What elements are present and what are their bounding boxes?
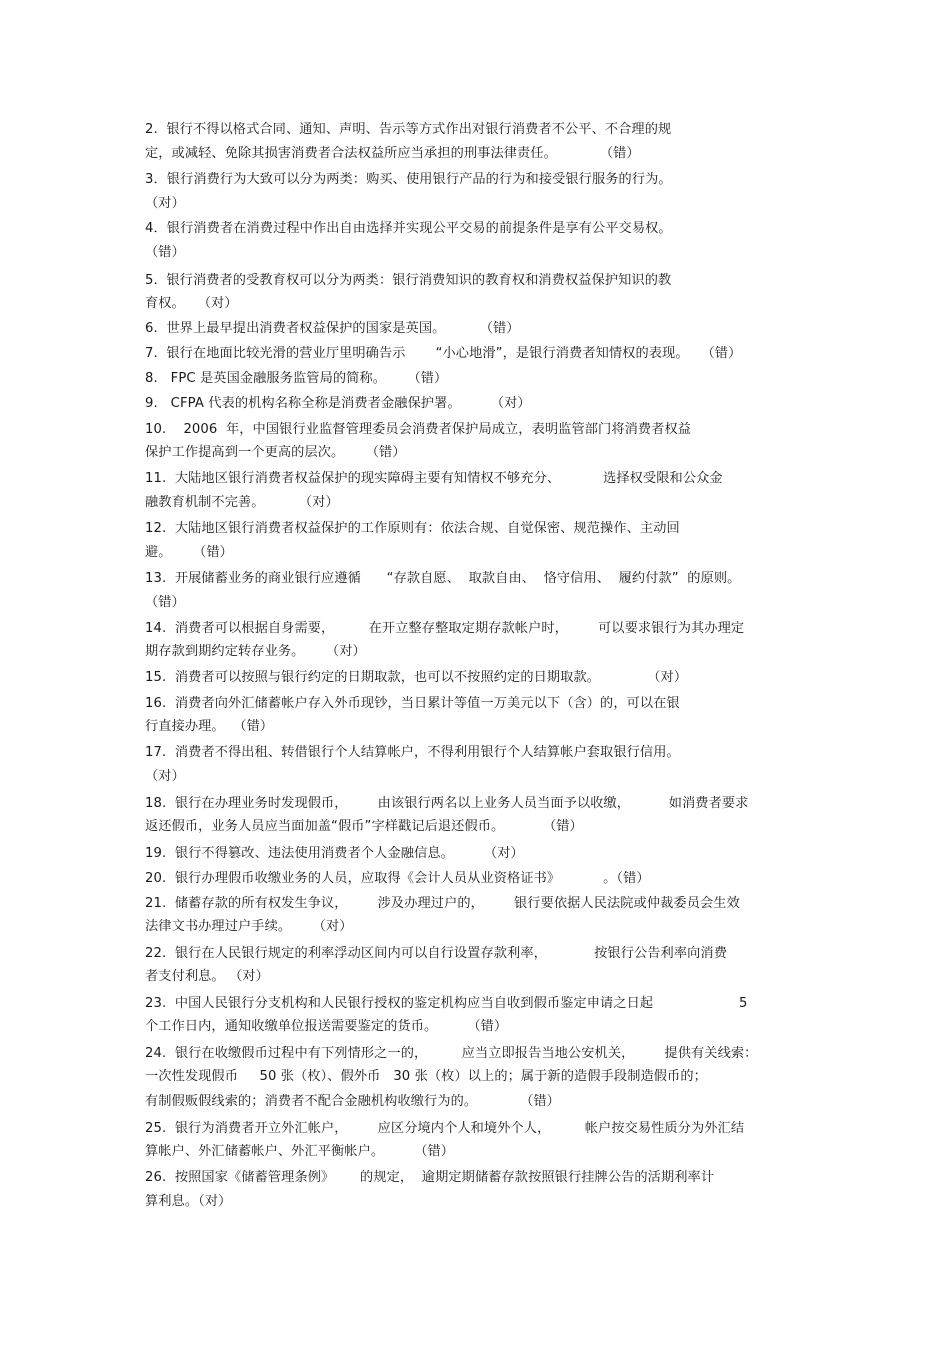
text-line: 10. 2006 年，中国银行业监督管理委员会消费者保护局成立，表明监管部门将消费者权益 — [145, 422, 692, 437]
text-line: 22. 银行在人民银行规定的利率浮动区间内可以自行设置存款利率， 按银行公告利率向消费 — [145, 946, 727, 961]
text-line: （对） — [145, 769, 185, 784]
text-line: （错） — [145, 245, 185, 260]
text-line: 19. 银行不得篡改、违法使用消费者个人金融信息。 （对） — [145, 846, 524, 861]
text-line: 26. 按照国家《储蓄管理条例》 的规定， 逾期定期储蓄存款按照银行挂牌公告的活期利率计 — [145, 1170, 715, 1185]
text-line: 2. 银行不得以格式合同、通知、声明、告示等方式作出对银行消费者不公平、不合理的规 — [145, 122, 672, 137]
text-line: 25. 银行为消费者开立外汇帐户， 应区分境内个人和境外个人， 帐户按交易性质分为外汇结 — [145, 1121, 745, 1136]
text-line: 避。 （错） — [145, 545, 233, 560]
text-line: （对） — [145, 196, 185, 211]
text-line: 有制假贩假线索的；消费者不配合金融机构收缴行为的。 （错） — [145, 1094, 560, 1109]
text-line: 21. 储蓄存款的所有权发生争议， 涉及办理过户的， 银行要依据人民法院或仲裁委员会生效 — [145, 896, 740, 911]
text-line: 期存款到期约定转存业务。 （对） — [145, 644, 366, 659]
text-line: 定，或减轻、免除其损害消费者合法权益所应当承担的刑事法律责任。 （错） — [145, 146, 640, 161]
text-line: 保护工作提高到一个更高的层次。 （错） — [145, 445, 406, 460]
text-line: 3．银行消费行为大致可以分为两类：购买、使用银行产品的行为和接受银行服务的行为。 — [145, 172, 672, 187]
text-line: （错） — [145, 595, 185, 610]
text-line: 16. 消费者向外汇储蓄帐户存入外币现钞，当日累计等值一万美元以下（含）的，可以在银 — [145, 696, 680, 711]
text-line: 11. 大陆地区银行消费者权益保护的现实障碍主要有知情权不够充分、 选择权受限和公众金 — [145, 471, 723, 486]
text-line: 法律文书办理过户手续。 （对） — [145, 919, 353, 934]
text-line: 者支付利息。 （对） — [145, 969, 269, 984]
text-line: 算帐户、外汇储蓄帐户、外汇平衡帐户。 （错） — [145, 1144, 455, 1159]
text-line: 个工作日内，通知收缴单位报送需要鉴定的货币。 （错） — [145, 1019, 508, 1034]
text-line: 20. 银行办理假币收缴业务的人员，应取得《会计人员从业资格证书》 。（错） — [145, 871, 650, 886]
text-line: 育权。 （对） — [145, 296, 238, 311]
text-line: 24. 银行在收缴假币过程中有下列情形之一的， 应当立即报告当地公安机关， 提供有关线索： — [145, 1046, 758, 1061]
text-line: 算利息。（对） — [145, 1194, 232, 1209]
text-line: 返还假币，业务人员应当面加盖“假币”字样戳记后退还假币。 （错） — [145, 819, 583, 834]
text-line: 一次性发现假币 50 张（枚）、假外币 30 张（枚）以上的；属于新的造假手段制造假币的； — [145, 1069, 707, 1084]
text-line: 17. 消费者不得出租、转借银行个人结算帐户，不得利用银行个人结算帐户套取银行信用。 — [145, 745, 680, 760]
text-line: 融教育机制不完善。 （对） — [145, 495, 339, 510]
text-line: 13. 开展储蓄业务的商业银行应遵循 “存款自愿、 取款自由、 恪守信用、 履约付款” 的原则。 — [145, 571, 741, 586]
text-line: 14. 消费者可以根据自身需要， 在开立整存整取定期存款帐户时， 可以要求银行为其办理定 — [145, 621, 745, 636]
text-line: 6. 世界上最早提出消费者权益保护的国家是英国。 （错） — [145, 321, 520, 336]
text-line: 23. 中国人民银行分支机构和人民银行授权的鉴定机构应当自收到假币鉴定申请之日起 5 — [145, 996, 748, 1011]
text-line: 4．银行消费者在消费过程中作出自由选择并实现公平交易的前提条件是享有公平交易权。 — [145, 221, 672, 236]
text-line: 12. 大陆地区银行消费者权益保护的工作原则有：依法合规、自觉保密、规范操作、主动回 — [145, 521, 680, 536]
text-line: 5. 银行消费者的受教育权可以分为两类：银行消费知识的教育权和消费权益保护知识的教 — [145, 273, 672, 288]
text-line: 15. 消费者可以按照与银行约定的日期取款，也可以不按照约定的日期取款。 （对） — [145, 670, 688, 685]
text-line: 9. CFPA 代表的机构名称全称是消费者金融保护署。 （对） — [145, 396, 531, 411]
text-line: 7. 银行在地面比较光滑的营业厅里明确告示 “小心地滑”，是银行消费者知情权的表现。 （错） — [145, 346, 742, 361]
text-line: 8. FPC 是英国金融服务监管局的简称。 （错） — [145, 371, 448, 386]
text-line: 行直接办理。 （错） — [145, 719, 274, 734]
text-line: 18. 银行在办理业务时发现假币， 由该银行两名以上业务人员当面予以收缴， 如消费者要求 — [145, 796, 749, 811]
